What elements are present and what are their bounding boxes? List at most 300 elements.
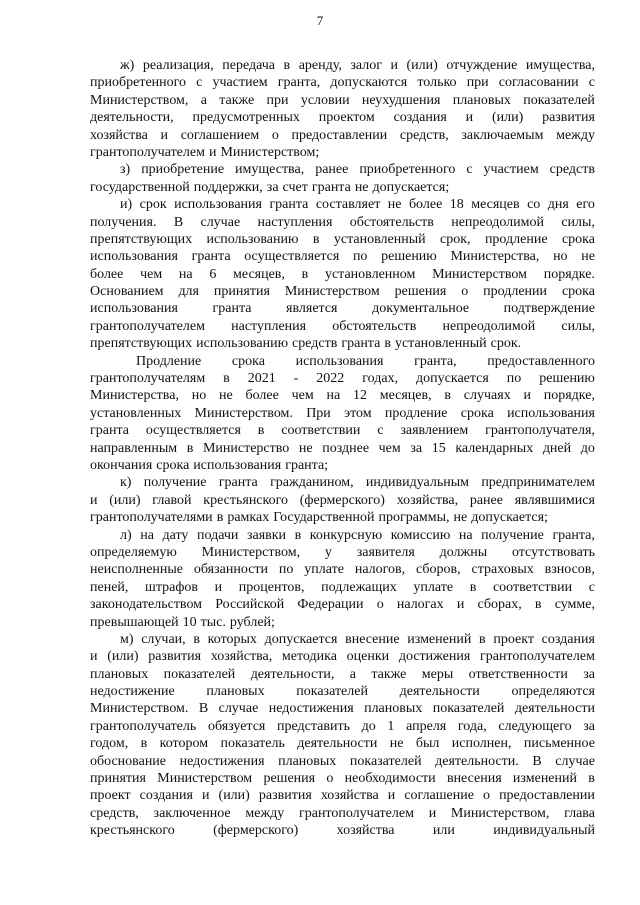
text-line bbox=[90, 318, 595, 335]
word: хозяйства bbox=[90, 127, 148, 143]
word: установленных bbox=[90, 405, 182, 421]
word: соответствии bbox=[492, 579, 573, 595]
text-line bbox=[90, 127, 595, 144]
word: на bbox=[458, 527, 473, 543]
word: наступления bbox=[231, 318, 307, 334]
word: и bbox=[390, 58, 398, 73]
word: проектом bbox=[318, 110, 375, 126]
word: уплате bbox=[304, 562, 344, 578]
word: принятия bbox=[213, 284, 270, 300]
word: проект bbox=[90, 788, 131, 804]
word: 2021 bbox=[247, 371, 276, 387]
word: только bbox=[417, 75, 457, 91]
word: допускается; bbox=[372, 179, 450, 195]
word: недостижения bbox=[268, 701, 354, 717]
word: при bbox=[266, 92, 289, 108]
word: должны bbox=[439, 544, 488, 560]
word: и bbox=[387, 788, 396, 804]
word: гранта bbox=[90, 423, 129, 439]
word: в bbox=[186, 440, 194, 456]
text-line bbox=[90, 74, 595, 91]
word: Продление bbox=[136, 353, 202, 369]
word: в bbox=[444, 388, 452, 404]
word: и bbox=[523, 388, 531, 404]
word: его bbox=[576, 197, 595, 213]
word: деятельности. bbox=[435, 753, 519, 769]
word: направленным bbox=[90, 440, 178, 456]
word: решения bbox=[263, 771, 316, 787]
word: установленный bbox=[333, 231, 426, 247]
word: главой bbox=[152, 492, 192, 508]
word: гранта bbox=[269, 197, 309, 213]
word: грантополучателям bbox=[90, 371, 206, 387]
word: залог bbox=[350, 58, 382, 73]
word: использования bbox=[90, 249, 178, 265]
word: сборах, bbox=[477, 597, 522, 613]
word: допускаются bbox=[330, 75, 408, 91]
word: или bbox=[432, 823, 455, 839]
word: внесения bbox=[446, 771, 502, 787]
word: по bbox=[352, 249, 368, 265]
word: у bbox=[324, 544, 332, 560]
text-line bbox=[90, 770, 595, 787]
text-line bbox=[90, 387, 595, 404]
word: с bbox=[377, 423, 384, 439]
word: порядке, bbox=[543, 388, 595, 404]
word: изменений bbox=[512, 771, 578, 787]
word: не bbox=[387, 197, 402, 213]
word: в bbox=[384, 336, 391, 352]
word: к) bbox=[120, 475, 132, 491]
word: годом, bbox=[90, 736, 129, 752]
word: меры bbox=[421, 666, 454, 682]
word: обязуется bbox=[207, 718, 266, 734]
word: страховых bbox=[471, 562, 534, 578]
word: чем bbox=[140, 266, 163, 282]
word: м) bbox=[120, 631, 134, 647]
word: на bbox=[140, 527, 154, 543]
word: и bbox=[90, 649, 98, 665]
word: ответственности bbox=[468, 666, 568, 682]
word: продление bbox=[384, 405, 448, 421]
word: сборов, bbox=[416, 562, 461, 578]
text-line bbox=[90, 805, 595, 822]
word: подачи bbox=[196, 527, 239, 543]
word: показателей bbox=[523, 92, 595, 108]
word: - bbox=[293, 371, 299, 387]
text-line bbox=[90, 266, 595, 283]
word: методика bbox=[281, 649, 337, 665]
text-line bbox=[90, 214, 595, 231]
word: развития bbox=[258, 788, 312, 804]
word: являвшимися bbox=[514, 492, 595, 508]
word: за bbox=[410, 440, 423, 456]
word: аренду, bbox=[298, 58, 342, 73]
word: является bbox=[286, 301, 338, 317]
word: процентов, bbox=[238, 579, 305, 595]
word: рублей; bbox=[229, 614, 275, 630]
word: но bbox=[553, 249, 568, 265]
word: о bbox=[326, 771, 334, 787]
word: для bbox=[178, 284, 199, 300]
word: неухудшения bbox=[361, 92, 441, 108]
word: случаях bbox=[463, 388, 511, 404]
word: не bbox=[354, 179, 369, 195]
word: средств bbox=[549, 162, 595, 178]
word: обязанности bbox=[193, 562, 269, 578]
word: 12 bbox=[352, 388, 367, 404]
word: Министерством bbox=[157, 771, 253, 787]
word: на bbox=[326, 388, 341, 404]
word: уплате bbox=[413, 579, 454, 595]
text-line bbox=[90, 300, 595, 317]
word: в bbox=[588, 771, 595, 787]
text-line bbox=[90, 144, 595, 161]
word: письменное bbox=[523, 736, 595, 752]
text-line bbox=[90, 335, 595, 352]
word: Министерства, bbox=[450, 249, 540, 265]
text-line bbox=[90, 631, 595, 648]
word: и bbox=[160, 127, 169, 143]
text-line bbox=[90, 492, 595, 509]
word: деятельности bbox=[297, 736, 378, 752]
text-line bbox=[90, 353, 595, 370]
word: до bbox=[361, 718, 376, 734]
word: допускается bbox=[264, 631, 338, 647]
word: порядке. bbox=[543, 266, 595, 282]
word: счет bbox=[282, 179, 308, 195]
word: Министерством. bbox=[194, 405, 293, 421]
word: создания bbox=[139, 788, 193, 804]
word: допускается bbox=[416, 371, 489, 387]
word: и bbox=[456, 597, 465, 613]
word: В bbox=[173, 214, 184, 230]
text-line bbox=[90, 787, 595, 804]
text-line bbox=[90, 718, 595, 735]
word: срок. bbox=[490, 336, 522, 352]
word: 2022 bbox=[316, 371, 345, 387]
word: при bbox=[466, 75, 489, 91]
word: между bbox=[556, 127, 595, 143]
word: препятствующих bbox=[90, 336, 193, 352]
word: ж) bbox=[120, 58, 135, 73]
word: Министерством, bbox=[450, 805, 550, 821]
word: продление bbox=[484, 231, 548, 247]
text-line bbox=[90, 735, 595, 752]
word: решению bbox=[381, 249, 437, 265]
word: и bbox=[90, 492, 98, 508]
word: месяцев, bbox=[379, 388, 432, 404]
word: апреля bbox=[406, 718, 447, 734]
word: в bbox=[479, 631, 486, 647]
word: достижения bbox=[398, 649, 471, 665]
word: которых bbox=[207, 631, 257, 647]
word: с bbox=[196, 75, 203, 91]
text-line bbox=[90, 161, 595, 178]
word: более bbox=[245, 388, 279, 404]
word: программы, bbox=[378, 510, 450, 526]
word: в bbox=[469, 579, 477, 595]
word: использованию bbox=[196, 336, 289, 352]
word: превышающей bbox=[90, 614, 179, 630]
word: показателей bbox=[296, 684, 368, 700]
word: Министерством. bbox=[90, 701, 189, 717]
word: не bbox=[298, 440, 313, 456]
word: законодательством bbox=[90, 597, 203, 613]
word: срока bbox=[231, 353, 265, 369]
word: грантополучателем bbox=[90, 144, 205, 160]
word: по bbox=[278, 562, 294, 578]
word: плановых bbox=[206, 684, 265, 700]
word: случае bbox=[218, 701, 259, 717]
word: установленном bbox=[324, 266, 416, 282]
word: использования bbox=[193, 457, 282, 473]
word: хозяйства, bbox=[396, 492, 459, 508]
word: окончания bbox=[90, 457, 153, 473]
word: подлежащих bbox=[321, 579, 397, 595]
word: сумме, bbox=[554, 597, 595, 613]
text-line bbox=[90, 422, 595, 439]
text-line bbox=[90, 370, 595, 387]
word: необходимости bbox=[344, 771, 436, 787]
text-line bbox=[90, 579, 595, 596]
word: не bbox=[581, 249, 595, 265]
word: использования bbox=[90, 301, 178, 317]
word: о bbox=[483, 788, 491, 804]
word: (фермерского) bbox=[299, 492, 385, 508]
word: отчуждение bbox=[446, 58, 518, 73]
word: соответствии bbox=[281, 423, 361, 439]
word: предпринимателем bbox=[481, 475, 595, 491]
word: деятельности, bbox=[90, 110, 174, 126]
text-line bbox=[90, 544, 595, 561]
word: (или) bbox=[406, 58, 438, 73]
word: средств, bbox=[399, 127, 449, 143]
word: обстоятельств bbox=[332, 318, 417, 334]
word: в bbox=[257, 423, 265, 439]
text-line bbox=[90, 92, 595, 109]
word: позднее bbox=[322, 440, 370, 456]
word: за bbox=[583, 718, 595, 734]
word: между bbox=[245, 805, 285, 821]
word: более bbox=[90, 266, 124, 282]
word: согласовании bbox=[498, 75, 579, 91]
word: гранта bbox=[218, 475, 258, 491]
text-line bbox=[90, 527, 595, 544]
text-line bbox=[90, 474, 595, 491]
word: Российской bbox=[215, 597, 285, 613]
word: индивидуальным bbox=[365, 475, 470, 491]
word: гранта; bbox=[285, 457, 329, 473]
word: и) bbox=[120, 197, 133, 213]
word: непреодолимой bbox=[442, 318, 536, 334]
word: соглашение bbox=[404, 788, 474, 804]
word: конкурсную bbox=[309, 527, 383, 543]
word: и bbox=[208, 144, 217, 160]
page-number: 7 bbox=[316, 13, 324, 28]
word: крестьянского bbox=[90, 823, 175, 839]
word: реализация, bbox=[142, 58, 214, 73]
word: 6 bbox=[209, 266, 217, 282]
word: хозяйства bbox=[336, 823, 395, 839]
word: осуществляется bbox=[244, 249, 340, 265]
word: принятия bbox=[90, 771, 146, 787]
word: 15 bbox=[431, 440, 446, 456]
word: взносов, bbox=[544, 562, 595, 578]
word: в bbox=[301, 266, 309, 282]
word: имущества, bbox=[235, 162, 305, 178]
word: также bbox=[219, 92, 255, 108]
word: непреодолимой bbox=[451, 214, 544, 230]
word: с bbox=[588, 75, 595, 91]
word: глава bbox=[564, 805, 595, 821]
word: грантополучателем bbox=[90, 318, 205, 334]
word: плановых bbox=[364, 701, 423, 717]
word: и bbox=[201, 788, 210, 804]
word: хозяйства, bbox=[210, 649, 273, 665]
word: до bbox=[580, 440, 595, 456]
word: недостижение bbox=[90, 684, 175, 700]
word: дней bbox=[542, 440, 572, 456]
word: о bbox=[376, 597, 384, 613]
word: случае bbox=[555, 753, 595, 769]
word: получение bbox=[143, 475, 207, 491]
word: с bbox=[466, 162, 473, 178]
word: передача bbox=[222, 58, 276, 73]
word: силы, bbox=[561, 318, 595, 334]
word: не bbox=[389, 736, 404, 752]
word: по bbox=[506, 371, 522, 387]
text-line bbox=[90, 561, 595, 578]
word: хозяйства bbox=[320, 788, 379, 804]
word: использованию bbox=[206, 231, 299, 247]
word: чем bbox=[291, 388, 314, 404]
word: предоставлении bbox=[291, 127, 388, 143]
word: наступления bbox=[257, 214, 333, 230]
word: деятельности, bbox=[250, 666, 335, 682]
text-line bbox=[90, 822, 595, 839]
word: срок bbox=[139, 197, 167, 213]
word: был bbox=[415, 736, 440, 752]
word: на bbox=[178, 266, 193, 282]
word: более bbox=[408, 197, 443, 213]
text-line bbox=[90, 457, 595, 474]
word: месяцев bbox=[471, 197, 520, 213]
word: гранта bbox=[311, 179, 351, 195]
word: показатель bbox=[220, 736, 285, 752]
word: случаи, bbox=[141, 631, 186, 647]
word: развития bbox=[148, 649, 202, 665]
word: месяцев, bbox=[233, 266, 285, 282]
word: случае bbox=[200, 214, 241, 230]
word: не bbox=[453, 510, 468, 526]
word: и bbox=[428, 805, 437, 821]
word: тыс. bbox=[200, 614, 226, 630]
word: котором bbox=[159, 736, 209, 752]
word: условии bbox=[300, 92, 350, 108]
word: о bbox=[461, 284, 469, 300]
word: в bbox=[312, 231, 320, 247]
word: рамках bbox=[227, 510, 270, 526]
text-line bbox=[90, 509, 595, 526]
word: за bbox=[266, 179, 279, 195]
word: государственной bbox=[90, 179, 190, 195]
word: в bbox=[216, 510, 224, 526]
word: дату bbox=[162, 527, 189, 543]
word: решению bbox=[539, 371, 595, 387]
word: развития bbox=[542, 110, 595, 126]
word: исполнен, bbox=[451, 736, 512, 752]
word: заявителя bbox=[356, 544, 415, 560]
text-line bbox=[90, 283, 595, 300]
word: плановых bbox=[278, 753, 337, 769]
word: грантополучателями bbox=[90, 510, 213, 526]
word: использования bbox=[174, 197, 262, 213]
word: представить bbox=[277, 718, 350, 734]
word: Государственной bbox=[273, 510, 375, 526]
word: определяемую bbox=[90, 544, 177, 560]
word: в bbox=[294, 527, 302, 543]
word: ранее bbox=[315, 162, 349, 178]
word: плановых bbox=[90, 666, 149, 682]
word: показателей bbox=[349, 753, 422, 769]
word: и bbox=[465, 110, 474, 126]
word: в bbox=[223, 371, 230, 387]
text-line bbox=[90, 753, 595, 770]
text-line bbox=[90, 57, 595, 74]
word: гранта, bbox=[552, 527, 595, 543]
word: создания bbox=[393, 110, 447, 126]
word: поддержки, bbox=[193, 179, 263, 195]
word: показателей bbox=[432, 701, 505, 717]
word: предоставлении bbox=[499, 788, 595, 804]
text-line bbox=[90, 614, 595, 631]
word: участием bbox=[483, 162, 539, 178]
word: обстоятельств bbox=[349, 214, 434, 230]
word: и bbox=[214, 579, 223, 595]
word: обоснование bbox=[90, 753, 167, 769]
word: в bbox=[534, 597, 542, 613]
word: приобретение bbox=[141, 162, 225, 178]
word: деятельности bbox=[399, 684, 480, 700]
word: создания bbox=[541, 631, 595, 647]
word: средств, bbox=[90, 805, 139, 821]
text-line bbox=[90, 405, 595, 422]
word: гранта, bbox=[414, 353, 457, 369]
word: проект bbox=[493, 631, 534, 647]
text-line bbox=[90, 596, 595, 613]
word: документальное bbox=[372, 301, 470, 317]
text-line bbox=[90, 196, 595, 213]
text-line bbox=[90, 440, 595, 457]
word: 1 bbox=[387, 718, 395, 734]
word: решения bbox=[394, 284, 447, 300]
word: Министерства, bbox=[90, 388, 179, 404]
word: индивидуальный bbox=[493, 823, 595, 839]
text-line bbox=[90, 683, 595, 700]
word: в bbox=[283, 58, 291, 73]
text-line bbox=[90, 248, 595, 265]
word: грантополучателем bbox=[479, 649, 595, 665]
word: грантополучателем bbox=[298, 805, 414, 821]
word: Министерством bbox=[432, 266, 527, 282]
word: также bbox=[371, 666, 407, 682]
word: календарных bbox=[455, 440, 534, 456]
word: со bbox=[527, 197, 541, 213]
text-line bbox=[90, 179, 595, 196]
word: предусмотренных bbox=[192, 110, 300, 126]
word: гранта, bbox=[277, 75, 321, 91]
